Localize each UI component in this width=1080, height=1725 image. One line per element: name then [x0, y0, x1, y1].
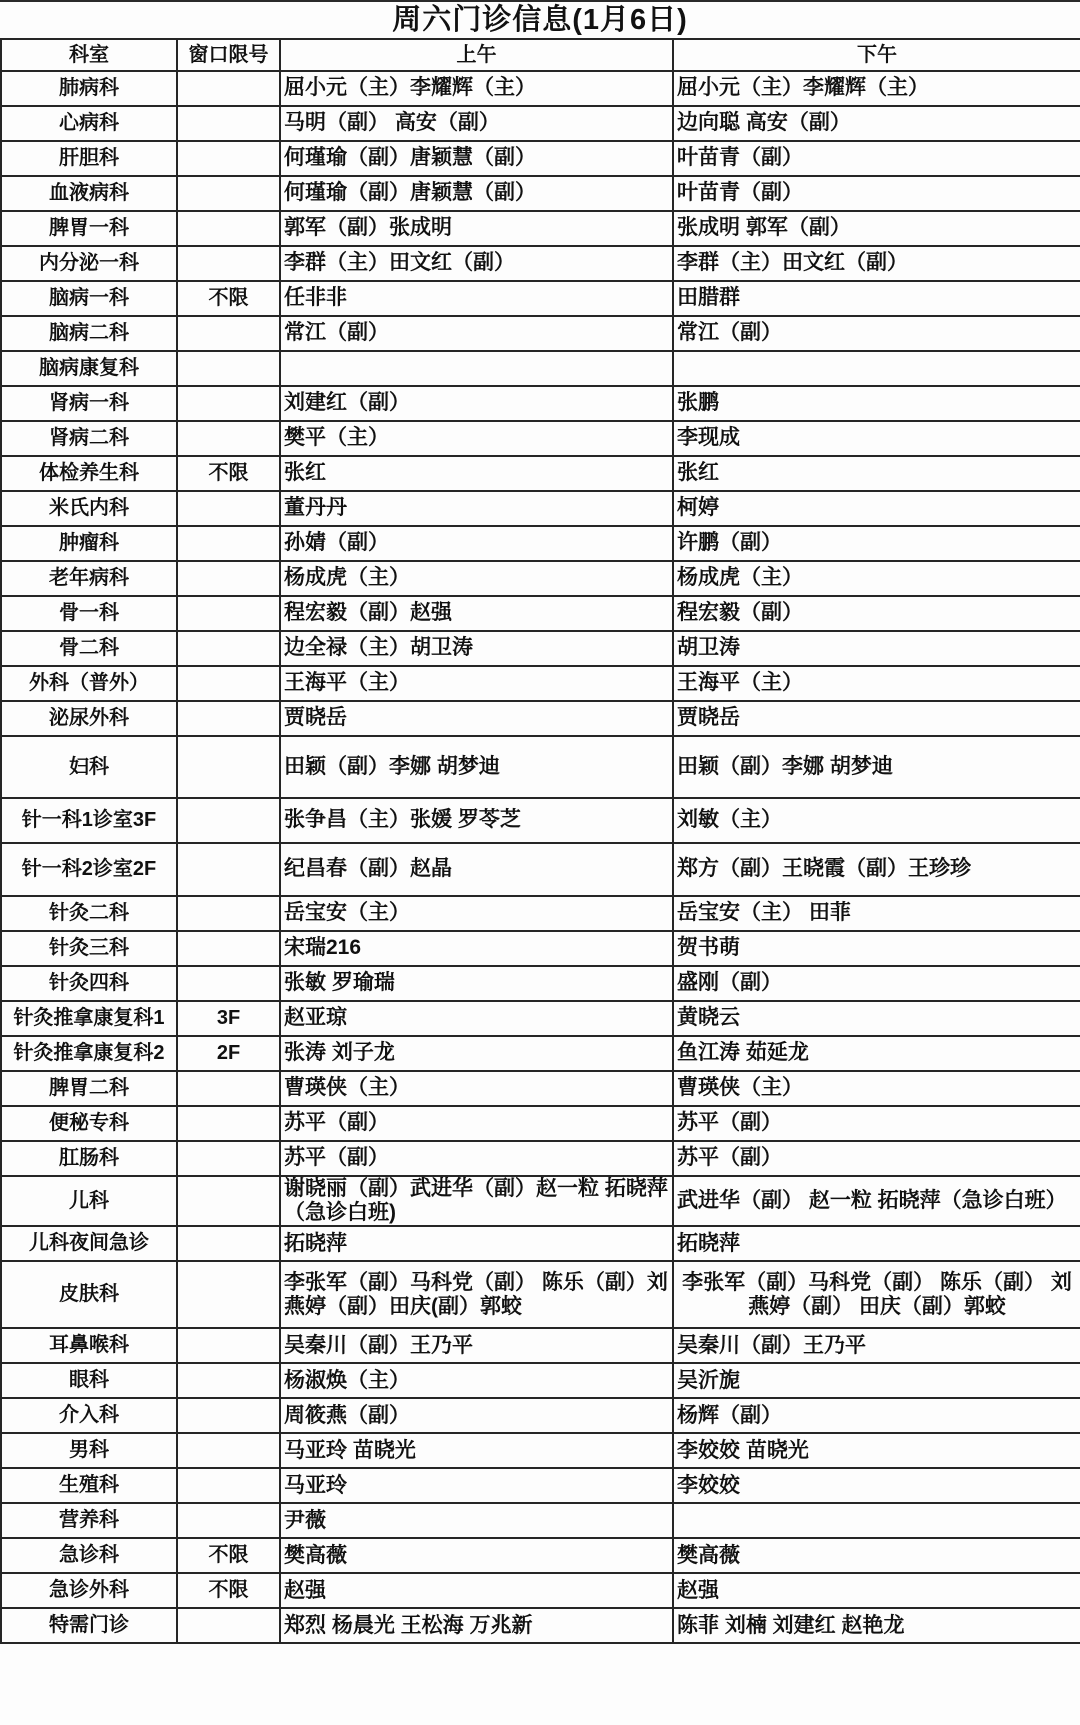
quota-cell: 不限 [177, 281, 280, 316]
table-row [1, 456, 1080, 491]
department-cell: 介入科 [1, 1398, 177, 1433]
afternoon-cell: 黄晓云 [673, 1001, 1080, 1036]
table-row [1, 1608, 1080, 1643]
morning-cell: 吴秦川（副）王乃平 [280, 1328, 673, 1363]
quota-cell [177, 896, 280, 931]
quota-cell [177, 701, 280, 736]
table-row [1, 526, 1080, 561]
department-cell: 老年病科 [1, 561, 177, 596]
table-row [1, 1071, 1080, 1106]
department-cell: 皮肤科 [1, 1261, 177, 1328]
table-row [1, 1398, 1080, 1433]
morning-cell: 苏平（副） [280, 1141, 673, 1176]
morning-cell: 赵亚琼 [280, 1001, 673, 1036]
afternoon-cell: 曹瑛侠（主） [673, 1071, 1080, 1106]
afternoon-cell [673, 351, 1080, 386]
quota-cell [177, 351, 280, 386]
quota-cell [177, 1608, 280, 1643]
quota-cell: 2F [177, 1036, 280, 1071]
table-row [1, 736, 1080, 798]
table-row [1, 316, 1080, 351]
department-cell: 脑病康复科 [1, 351, 177, 386]
morning-cell: 杨淑焕（主） [280, 1363, 673, 1398]
table-row [1, 1036, 1080, 1071]
afternoon-cell: 李现成 [673, 421, 1080, 456]
quota-cell [177, 798, 280, 843]
department-cell: 脾胃一科 [1, 211, 177, 246]
afternoon-cell: 拓晓萍 [673, 1226, 1080, 1261]
table-row [1, 966, 1080, 1001]
morning-cell: 刘建红（副） [280, 386, 673, 421]
morning-cell: 尹薇 [280, 1503, 673, 1538]
table-row [1, 1363, 1080, 1398]
afternoon-cell: 常江（副） [673, 316, 1080, 351]
table-row [1, 71, 1080, 106]
table-row [1, 1001, 1080, 1036]
quota-cell [177, 736, 280, 798]
table-row [1, 666, 1080, 701]
table-row [1, 386, 1080, 421]
afternoon-cell: 武进华（副） 赵一粒 拓晓萍（急诊白班） [673, 1176, 1080, 1226]
table-row [1, 1433, 1080, 1468]
department-cell: 脑病二科 [1, 316, 177, 351]
quota-cell [177, 1141, 280, 1176]
table-row [1, 211, 1080, 246]
table-row [1, 1261, 1080, 1328]
morning-cell: 樊高薇 [280, 1538, 673, 1573]
quota-cell [177, 246, 280, 281]
table-row [1, 1141, 1080, 1176]
afternoon-cell: 樊高薇 [673, 1538, 1080, 1573]
afternoon-cell [673, 1503, 1080, 1538]
afternoon-cell: 叶苗青（副） [673, 141, 1080, 176]
afternoon-cell: 赵强 [673, 1573, 1080, 1608]
afternoon-cell: 陈菲 刘楠 刘建红 赵艳龙 [673, 1608, 1080, 1643]
afternoon-cell: 胡卫涛 [673, 631, 1080, 666]
department-cell: 肿瘤科 [1, 526, 177, 561]
department-cell: 儿科 [1, 1176, 177, 1226]
column-header-morning: 上午 [280, 39, 673, 71]
afternoon-cell: 李姣姣 苗晓光 [673, 1433, 1080, 1468]
afternoon-cell: 苏平（副） [673, 1141, 1080, 1176]
quota-cell [177, 386, 280, 421]
department-cell: 外科（普外） [1, 666, 177, 701]
quota-cell: 不限 [177, 1538, 280, 1573]
afternoon-cell: 吴沂旎 [673, 1363, 1080, 1398]
afternoon-cell: 张成明 郭军（副） [673, 211, 1080, 246]
column-header-department: 科室 [1, 39, 177, 71]
morning-cell: 常江（副） [280, 316, 673, 351]
morning-cell: 纪昌春（副）赵晶 [280, 843, 673, 896]
quota-cell: 不限 [177, 1573, 280, 1608]
afternoon-cell: 刘敏（主） [673, 798, 1080, 843]
table-row [1, 491, 1080, 526]
afternoon-cell: 田颖（副）李娜 胡梦迪 [673, 736, 1080, 798]
department-cell: 脑病一科 [1, 281, 177, 316]
morning-cell: 郑烈 杨晨光 王松海 万兆新 [280, 1608, 673, 1643]
quota-cell [177, 931, 280, 966]
schedule-table [0, 38, 1080, 1644]
afternoon-cell: 郑方（副）王晓霞（副）王珍珍 [673, 843, 1080, 896]
table-row [1, 596, 1080, 631]
department-cell: 体检养生科 [1, 456, 177, 491]
morning-cell: 贾晓岳 [280, 701, 673, 736]
afternoon-cell: 李姣姣 [673, 1468, 1080, 1503]
quota-cell [177, 1261, 280, 1328]
quota-cell [177, 211, 280, 246]
department-cell: 肝胆科 [1, 141, 177, 176]
afternoon-cell: 柯婷 [673, 491, 1080, 526]
quota-cell: 不限 [177, 456, 280, 491]
morning-cell: 张敏 罗瑜瑞 [280, 966, 673, 1001]
afternoon-cell: 贺书萌 [673, 931, 1080, 966]
morning-cell: 谢晓丽（副）武进华（副）赵一粒 拓晓萍（急诊白班) [280, 1176, 673, 1226]
morning-cell: 边全禄（主）胡卫涛 [280, 631, 673, 666]
department-cell: 骨一科 [1, 596, 177, 631]
afternoon-cell: 岳宝安（主） 田菲 [673, 896, 1080, 931]
department-cell: 急诊外科 [1, 1573, 177, 1608]
department-cell: 妇科 [1, 736, 177, 798]
table-row [1, 843, 1080, 896]
afternoon-cell: 贾晓岳 [673, 701, 1080, 736]
morning-cell: 郭军（副）张成明 [280, 211, 673, 246]
afternoon-cell: 叶苗青（副） [673, 176, 1080, 211]
quota-cell [177, 1468, 280, 1503]
department-cell: 急诊科 [1, 1538, 177, 1573]
afternoon-cell: 鱼江涛 茹延龙 [673, 1036, 1080, 1071]
quota-cell [177, 561, 280, 596]
quota-cell [177, 1071, 280, 1106]
column-header-window-quota: 窗口限号 [177, 39, 280, 71]
department-cell: 眼科 [1, 1363, 177, 1398]
table-row [1, 351, 1080, 386]
department-cell: 心病科 [1, 106, 177, 141]
header-row [1, 39, 1080, 71]
quota-cell [177, 1226, 280, 1261]
department-cell: 内分泌一科 [1, 246, 177, 281]
quota-cell: 3F [177, 1001, 280, 1036]
afternoon-cell: 盛刚（副） [673, 966, 1080, 1001]
morning-cell: 王海平（主） [280, 666, 673, 701]
morning-cell: 杨成虎（主） [280, 561, 673, 596]
quota-cell [177, 316, 280, 351]
department-cell: 针灸二科 [1, 896, 177, 931]
department-cell: 肺病科 [1, 71, 177, 106]
quota-cell [177, 176, 280, 211]
quota-cell [177, 843, 280, 896]
department-cell: 营养科 [1, 1503, 177, 1538]
department-cell: 耳鼻喉科 [1, 1328, 177, 1363]
table-row [1, 931, 1080, 966]
quota-cell [177, 141, 280, 176]
department-cell: 便秘专科 [1, 1106, 177, 1141]
morning-cell: 马明（副） 高安（副） [280, 106, 673, 141]
morning-cell: 曹瑛侠（主） [280, 1071, 673, 1106]
morning-cell: 马亚玲 [280, 1468, 673, 1503]
quota-cell [177, 1176, 280, 1226]
quota-cell [177, 1503, 280, 1538]
table-row [1, 1468, 1080, 1503]
morning-cell: 周筱燕（副） [280, 1398, 673, 1433]
afternoon-cell: 田腊群 [673, 281, 1080, 316]
morning-cell: 拓晓萍 [280, 1226, 673, 1261]
table-row [1, 281, 1080, 316]
quota-cell [177, 966, 280, 1001]
quota-cell [177, 491, 280, 526]
morning-cell: 孙婧（副） [280, 526, 673, 561]
afternoon-cell: 李群（主）田文红（副） [673, 246, 1080, 281]
table-row [1, 106, 1080, 141]
quota-cell [177, 666, 280, 701]
department-cell: 肾病二科 [1, 421, 177, 456]
quota-cell [177, 106, 280, 141]
department-cell: 针灸推拿康复科1 [1, 1001, 177, 1036]
morning-cell: 马亚玲 苗晓光 [280, 1433, 673, 1468]
table-row [1, 1328, 1080, 1363]
department-cell: 肛肠科 [1, 1141, 177, 1176]
morning-cell: 董丹丹 [280, 491, 673, 526]
morning-cell: 李群（主）田文红（副） [280, 246, 673, 281]
quota-cell [177, 1363, 280, 1398]
department-cell: 男科 [1, 1433, 177, 1468]
department-cell: 脾胃二科 [1, 1071, 177, 1106]
morning-cell: 何瑾瑜（副）唐颖慧（副） [280, 141, 673, 176]
department-cell: 针一科2诊室2F [1, 843, 177, 896]
morning-cell: 张涛 刘子龙 [280, 1036, 673, 1071]
quota-cell [177, 1328, 280, 1363]
page-title: 周六门诊信息(1月6日) [392, 4, 688, 36]
department-cell: 生殖科 [1, 1468, 177, 1503]
schedule-table-body [1, 71, 1080, 1643]
afternoon-cell: 张红 [673, 456, 1080, 491]
table-row [1, 1538, 1080, 1573]
afternoon-cell: 王海平（主） [673, 666, 1080, 701]
morning-cell: 屈小元（主）李耀辉（主） [280, 71, 673, 106]
morning-cell: 宋瑞216 [280, 931, 673, 966]
table-row [1, 141, 1080, 176]
table-row [1, 1503, 1080, 1538]
table-row [1, 896, 1080, 931]
table-row [1, 1176, 1080, 1226]
quota-cell [177, 1106, 280, 1141]
department-cell: 米氏内科 [1, 491, 177, 526]
quota-cell [177, 526, 280, 561]
morning-cell: 李张军（副）马科党（副） 陈乐（副）刘燕婷（副）田庆(副）郭蛟 [280, 1261, 673, 1328]
morning-cell: 张争昌（主）张媛 罗苓芝 [280, 798, 673, 843]
afternoon-cell: 边向聪 高安（副） [673, 106, 1080, 141]
table-row [1, 561, 1080, 596]
department-cell: 针灸三科 [1, 931, 177, 966]
afternoon-cell: 吴秦川（副）王乃平 [673, 1328, 1080, 1363]
department-cell: 针一科1诊室3F [1, 798, 177, 843]
morning-cell: 田颖（副）李娜 胡梦迪 [280, 736, 673, 798]
department-cell: 针灸推拿康复科2 [1, 1036, 177, 1071]
afternoon-cell: 苏平（副） [673, 1106, 1080, 1141]
table-row [1, 1106, 1080, 1141]
afternoon-cell: 杨辉（副） [673, 1398, 1080, 1433]
morning-cell [280, 351, 673, 386]
morning-cell: 苏平（副） [280, 1106, 673, 1141]
table-row [1, 421, 1080, 456]
department-cell: 骨二科 [1, 631, 177, 666]
department-cell: 特需门诊 [1, 1608, 177, 1643]
table-row [1, 798, 1080, 843]
quota-cell [177, 1398, 280, 1433]
table-row [1, 176, 1080, 211]
table-row [1, 631, 1080, 666]
department-cell: 泌尿外科 [1, 701, 177, 736]
quota-cell [177, 421, 280, 456]
morning-cell: 任非非 [280, 281, 673, 316]
morning-cell: 程宏毅（副）赵强 [280, 596, 673, 631]
morning-cell: 张红 [280, 456, 673, 491]
afternoon-cell: 李张军（副）马科党（副） 陈乐（副） 刘燕婷（副） 田庆（副）郭蛟 [673, 1261, 1080, 1328]
afternoon-cell: 程宏毅（副） [673, 596, 1080, 631]
quota-cell [177, 71, 280, 106]
afternoon-cell: 张鹏 [673, 386, 1080, 421]
afternoon-cell: 许鹏（副） [673, 526, 1080, 561]
table-row [1, 1573, 1080, 1608]
morning-cell: 岳宝安（主） [280, 896, 673, 931]
table-row [1, 1226, 1080, 1261]
table-row [1, 701, 1080, 736]
quota-cell [177, 596, 280, 631]
department-cell: 肾病一科 [1, 386, 177, 421]
department-cell: 儿科夜间急诊 [1, 1226, 177, 1261]
morning-cell: 赵强 [280, 1573, 673, 1608]
morning-cell: 何瑾瑜（副）唐颖慧（副） [280, 176, 673, 211]
quota-cell [177, 1433, 280, 1468]
morning-cell: 樊平（主） [280, 421, 673, 456]
table-row [1, 246, 1080, 281]
afternoon-cell: 屈小元（主）李耀辉（主） [673, 71, 1080, 106]
department-cell: 血液病科 [1, 176, 177, 211]
department-cell: 针灸四科 [1, 966, 177, 1001]
column-header-afternoon: 下午 [673, 39, 1080, 71]
quota-cell [177, 631, 280, 666]
afternoon-cell: 杨成虎（主） [673, 561, 1080, 596]
